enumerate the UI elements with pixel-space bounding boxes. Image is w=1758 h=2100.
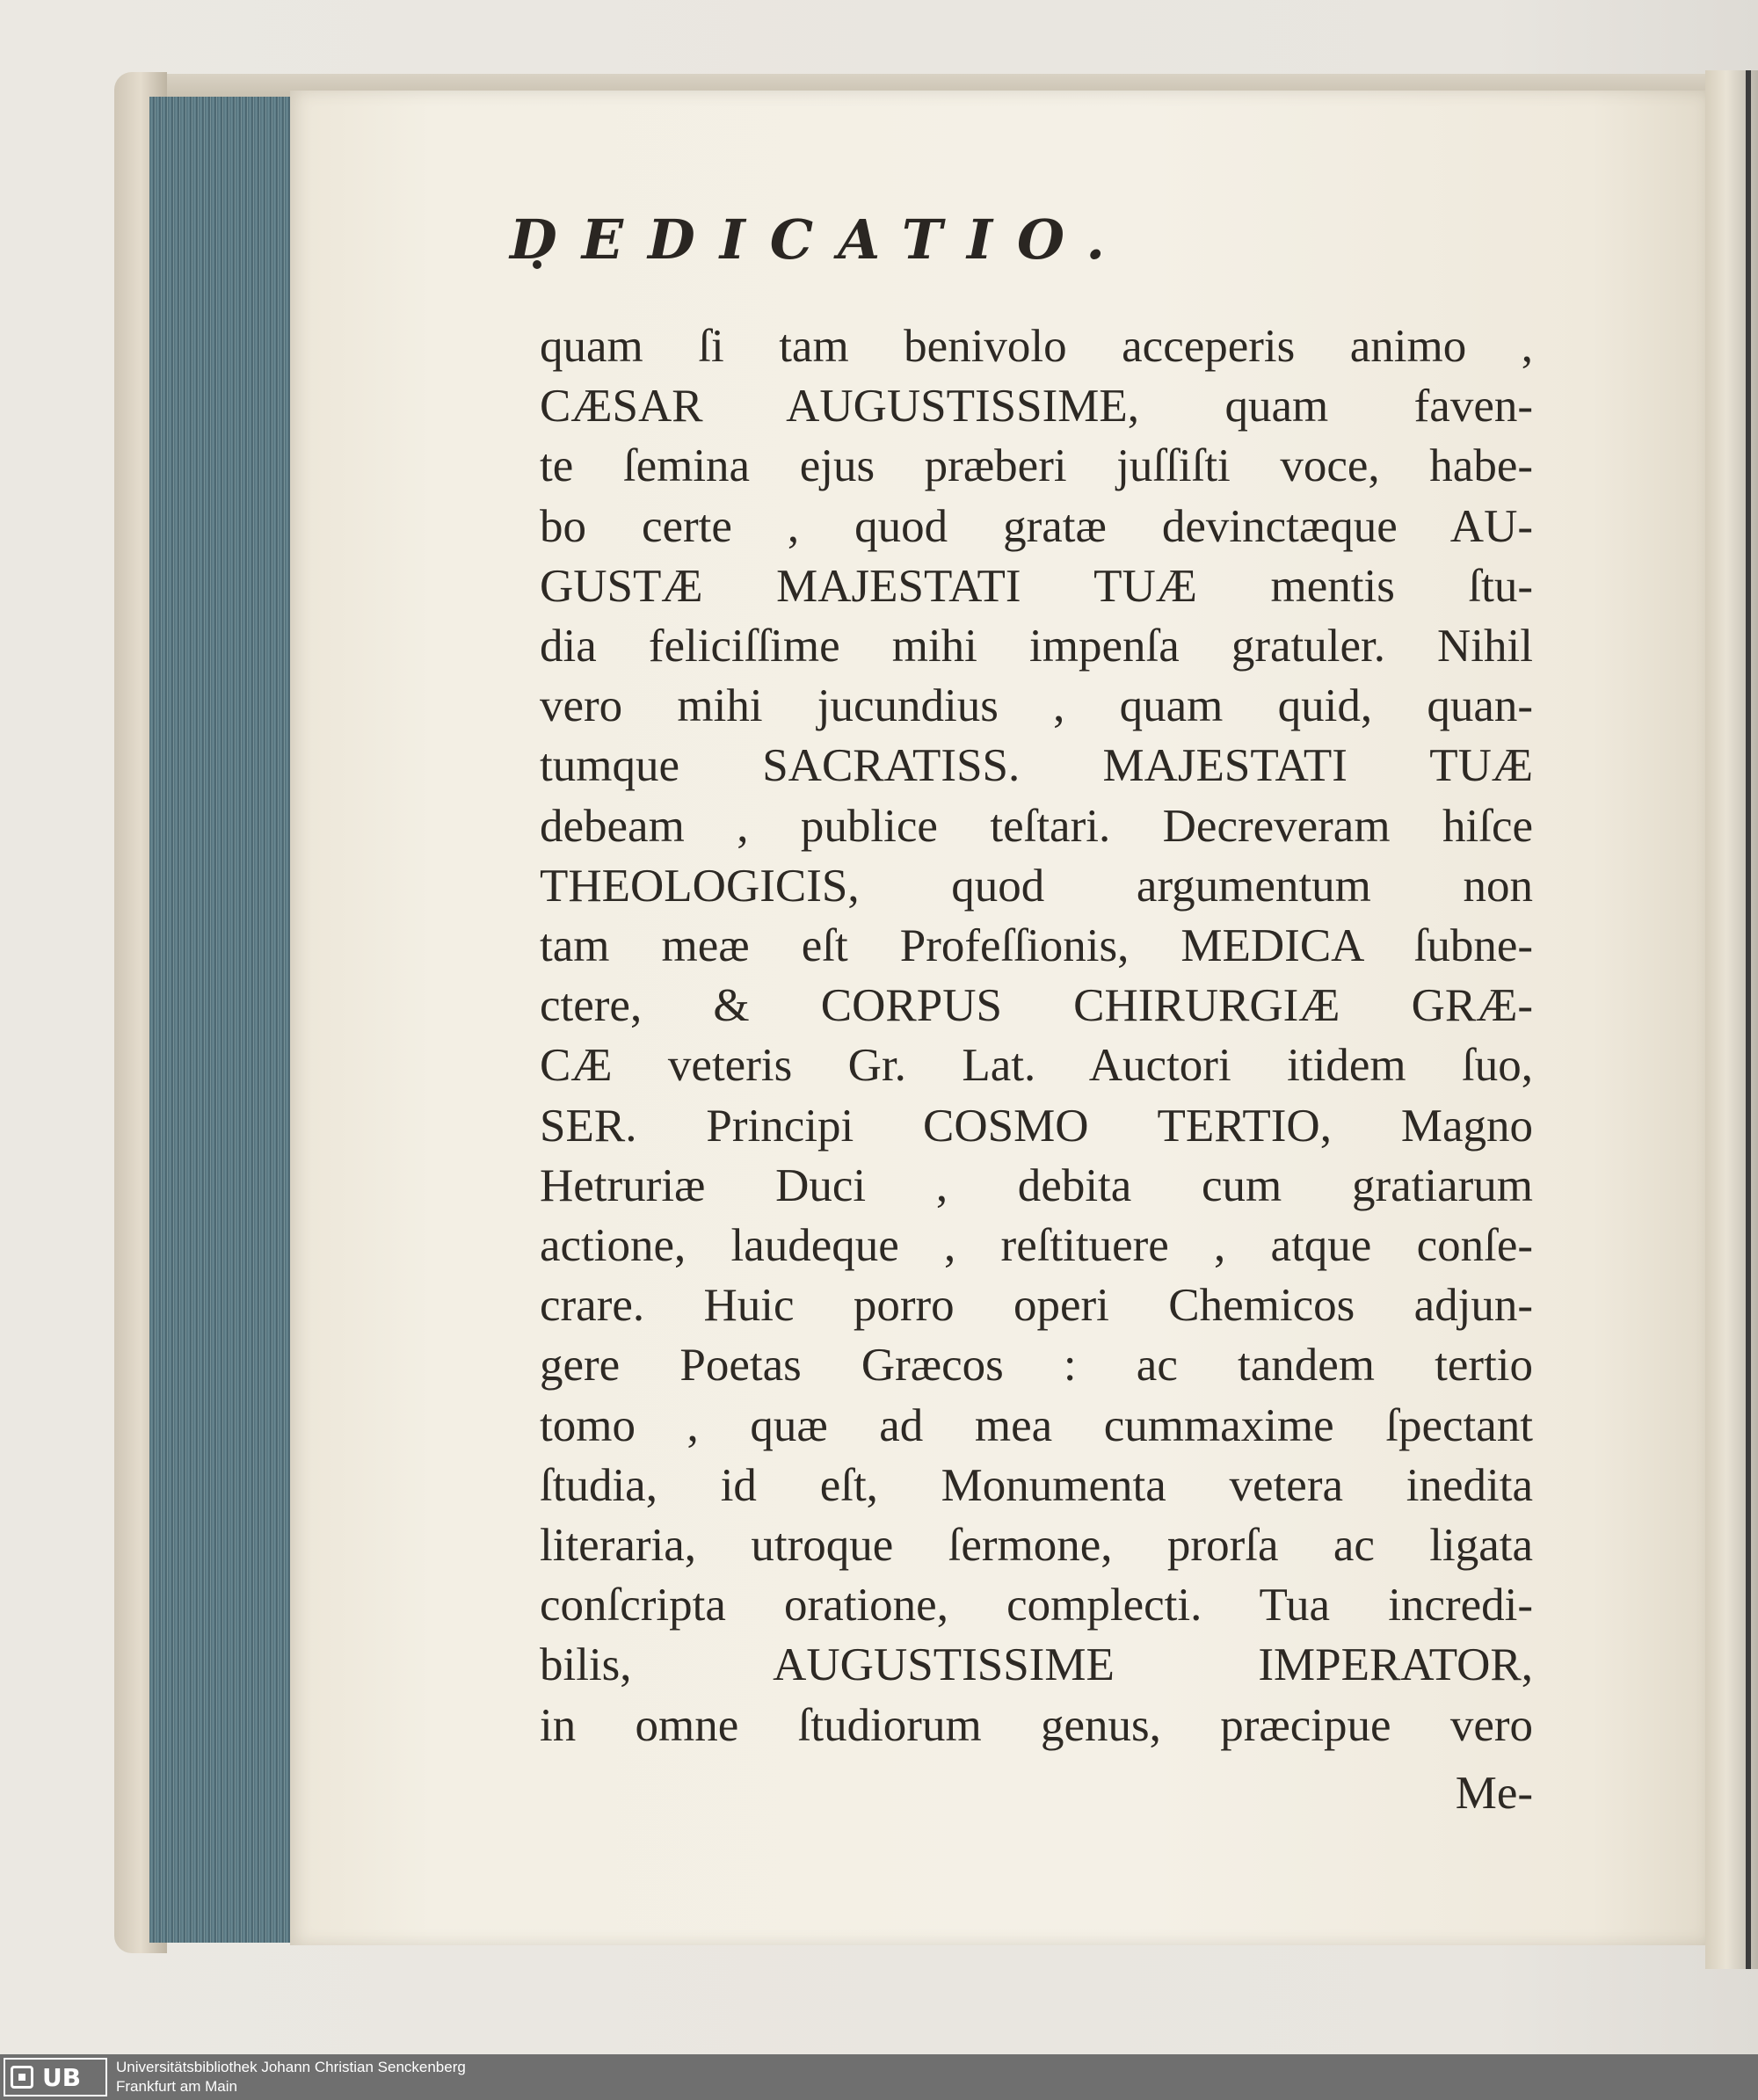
text-line: dia feliciſſime mihi impenſa gratuler. Nihil [540, 621, 1533, 672]
text-line: bo certe , quod gratæ devinctæque AU- [540, 500, 1533, 552]
text-line: GUSTÆ MAJESTATI TUÆ mentis ſtu- [540, 560, 1533, 612]
footer-bar [0, 2054, 1758, 2100]
text-line: actione, laudeque , reſtituere , atque conſe- [540, 1220, 1533, 1271]
text-line: CÆSAR AUGUSTISSIME, quam faven- [540, 381, 1533, 432]
text-line: CÆ veteris Gr. Lat. Auctori itidem ſuo, [540, 1040, 1533, 1092]
page-block-fore-edge [149, 97, 293, 1943]
text-line: tomo , quæ ad mea cummaxime ſpectant [540, 1399, 1533, 1451]
text-line: vero mihi jucundius , quam quid, quan- [540, 680, 1533, 732]
library-logo [4, 2058, 107, 2096]
text-line: gere Poetas Græcos : ac tandem tertio [540, 1340, 1533, 1392]
text-line: bilis, AUGUSTISSIME IMPERATOR, [540, 1639, 1533, 1691]
text-line: SER. Principi COSMO TERTIO, Magno [540, 1100, 1533, 1152]
text-line: Hetruriæ Duci , debita cum gratiarum [540, 1159, 1533, 1211]
institution-line-1: Universitätsbibliothek Johann Christian Senckenberg [116, 2059, 466, 2075]
text-line: THEOLOGICIS, quod argumentum non [540, 860, 1533, 912]
text-line: te ſemina ejus præberi juſſiſti voce, habe- [540, 440, 1533, 492]
institution-line-2: Frankfurt am Main [116, 2078, 237, 2095]
library-logo-text: UB [42, 2062, 82, 2092]
text-line: quam ſi tam benivolo acceperis animo , [540, 321, 1533, 372]
text-line: tam meæ eſt Profeſſionis, MEDICA ſubne- [540, 920, 1533, 971]
text-line: conſcripta oratione, complecti. Tua incredi- [540, 1580, 1533, 1631]
text-line: debeam , publice teſtari. Decreveram hiſce [540, 800, 1533, 852]
facing-page-edge [1705, 70, 1758, 1969]
text-line: ctere, & CORPUS CHIRURGIÆ GRÆ- [540, 980, 1533, 1032]
catchword: Me- [1455, 1768, 1533, 1819]
text-line: ſtudia, id eſt, Monumenta vetera inedita [540, 1459, 1533, 1511]
text-line: in omne ſtudiorum genus, præcipue vero [540, 1699, 1533, 1751]
text-line: literaria, utroque ſermone, prorſa ac ligata [540, 1520, 1533, 1571]
text-line: tumque SACRATISS. MAJESTATI TUÆ [540, 740, 1533, 792]
institution-name [116, 2058, 731, 2096]
library-logo-icon [11, 2066, 33, 2089]
running-head: DEDICATIO. [510, 207, 1130, 272]
text-line: crare. Huic porro operi Chemicos adjun- [540, 1280, 1533, 1332]
